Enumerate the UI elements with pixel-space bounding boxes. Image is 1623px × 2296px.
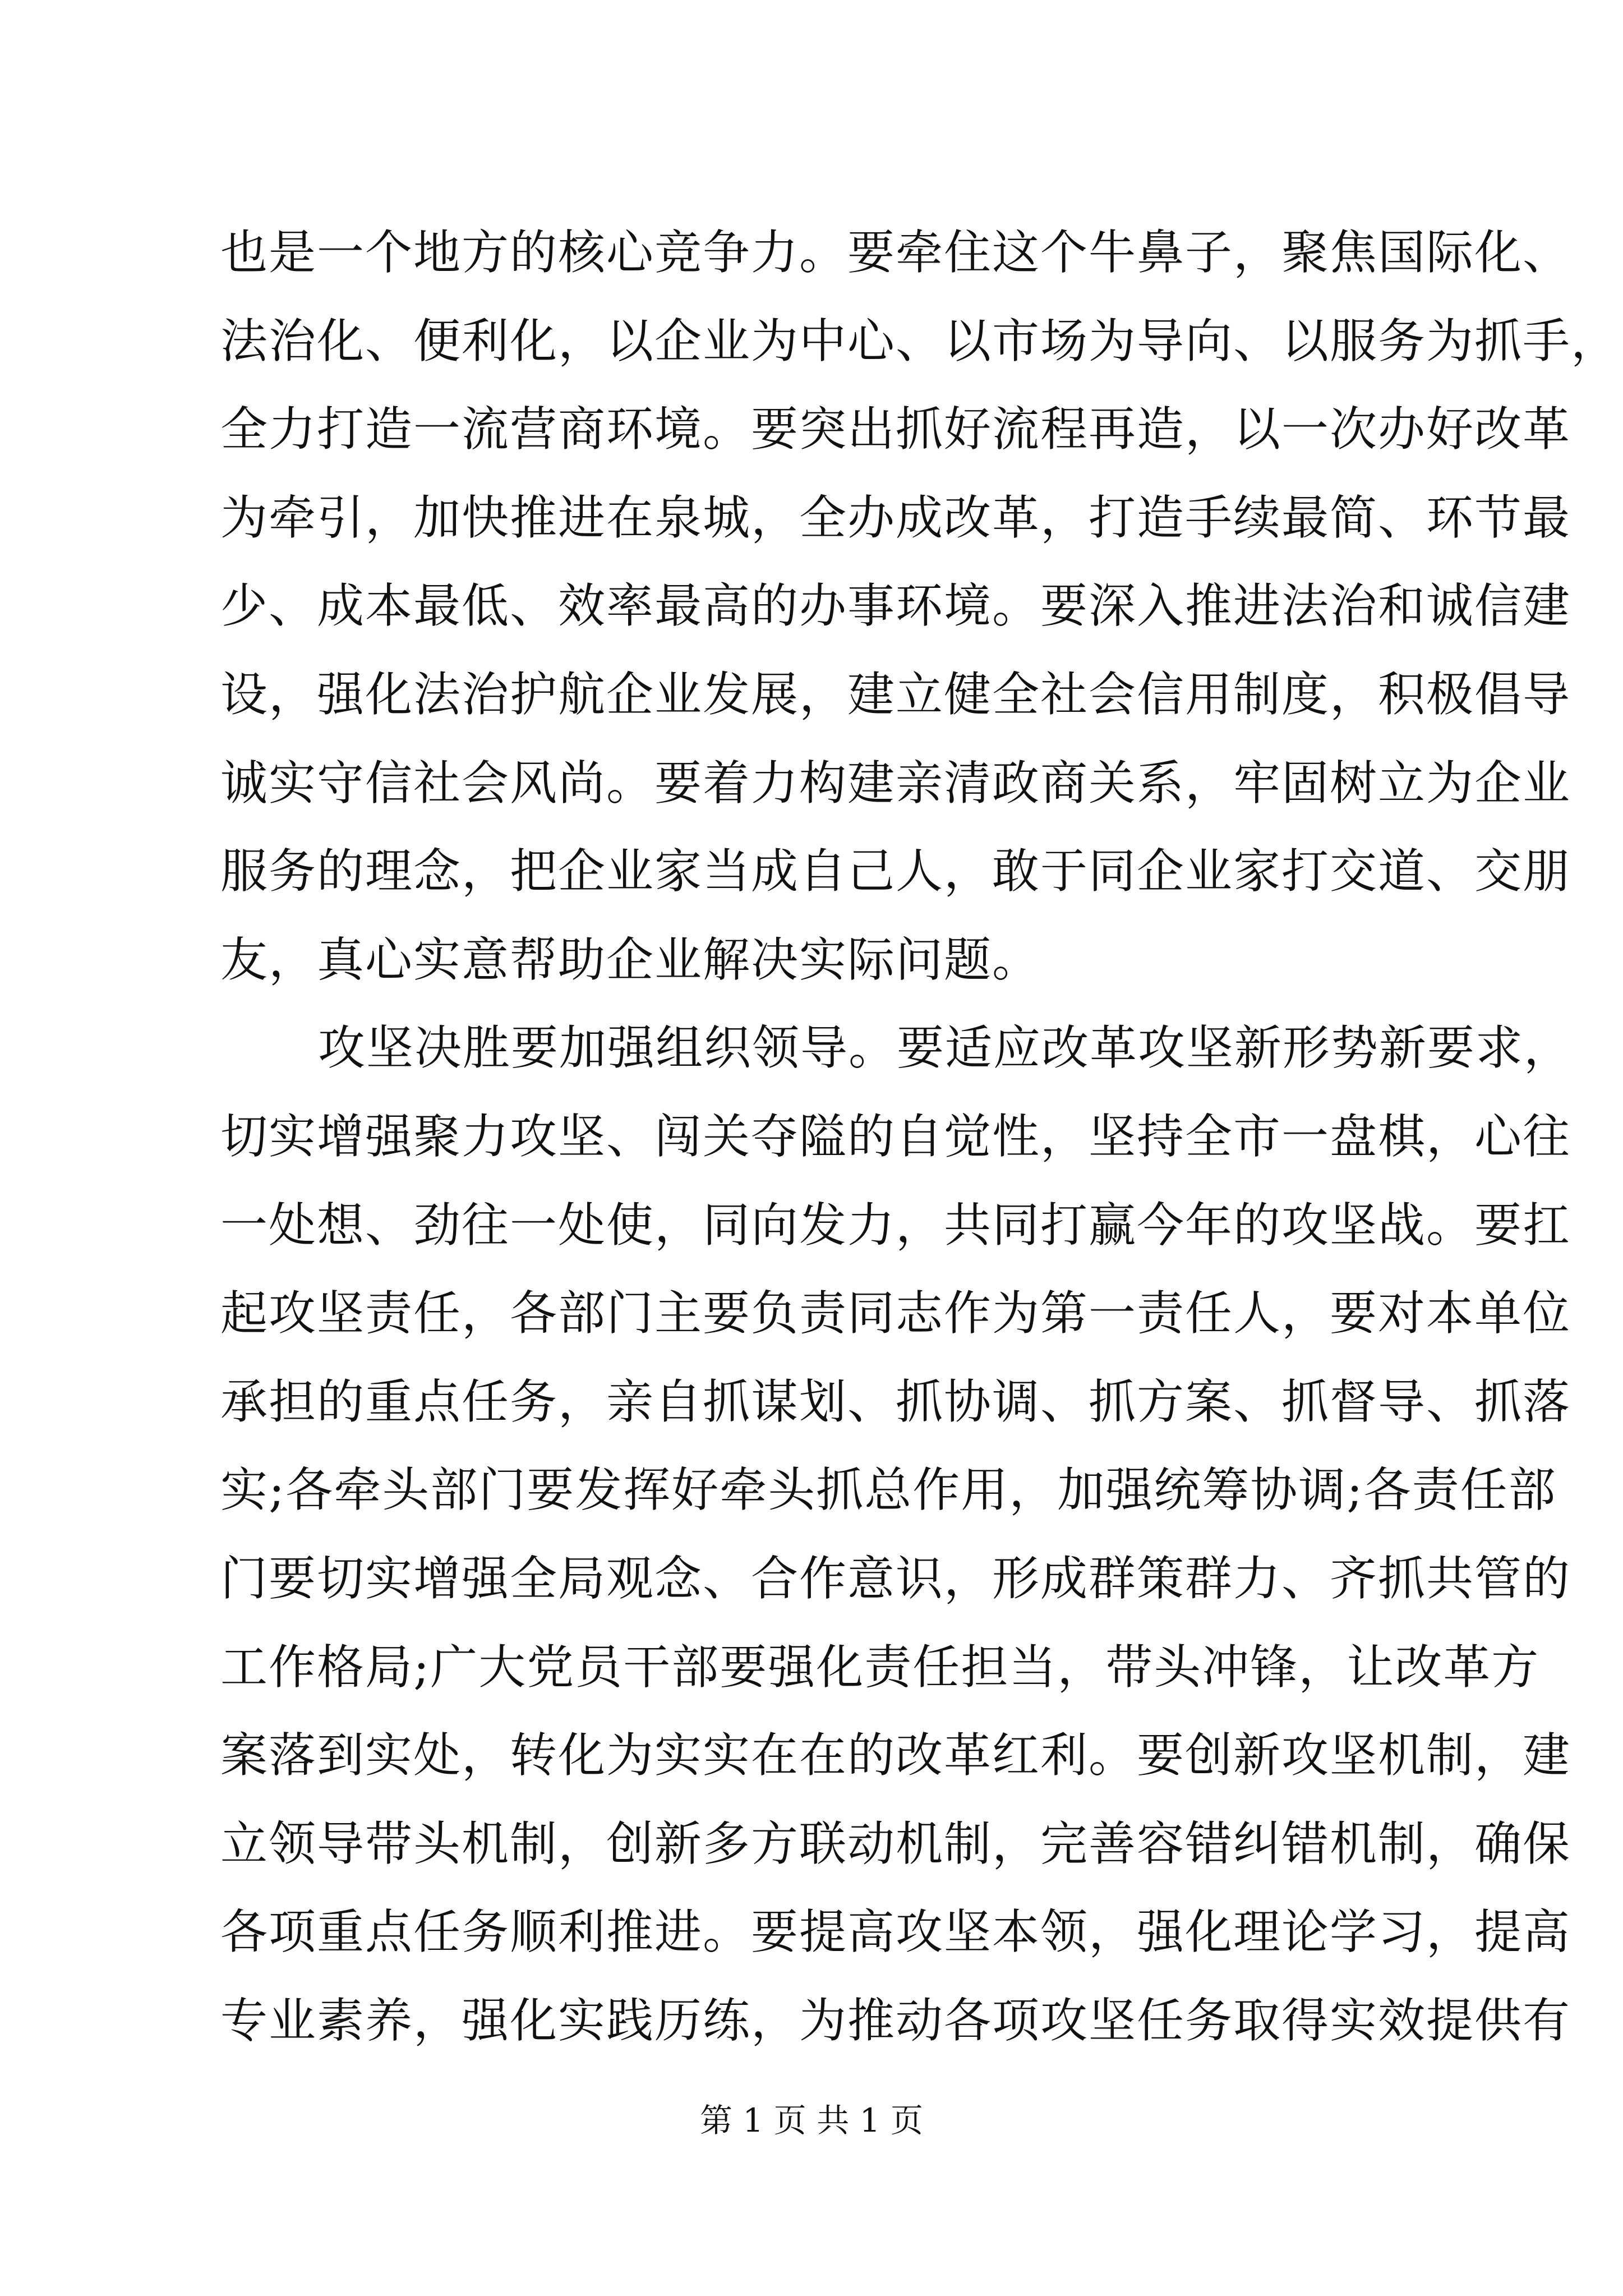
page-footer: [0, 2101, 1623, 2140]
text-line: 承担的重点任务，亲自抓谋划、抓协调、抓方案、抓督导、抓落: [220, 1374, 1571, 1429]
text-line: 少、成本最低、效率最高的办事环境。要深入推进法治和诚信建: [220, 578, 1571, 634]
text-line: 一处想、劲往一处使，同向发力，共同打赢今年的攻坚战。要扛: [220, 1197, 1571, 1253]
text-line: 切实增强聚力攻坚、闯关夺隘的自觉性，坚持全市一盘棋，心往: [220, 1108, 1571, 1164]
page-number-label: 第 1 页 共 1 页: [700, 2101, 923, 2139]
text-line: 案落到实处，转化为实实在在的改革红利。要创新攻坚机制，建: [220, 1728, 1571, 1783]
text-line: 为牵引，加快推进在泉城，全办成改革，打造手续最简、环节最: [220, 490, 1571, 545]
text-line: 立领导带头机制，创新多方联动机制，完善容错纠错机制，确保: [220, 1816, 1571, 1871]
text-line: 全力打造一流营商环境。要突出抓好流程再造，以一次办好改革: [220, 402, 1571, 457]
text-line: 实;各牵头部门要发挥好牵头抓总作用，加强统筹协调;各责任部: [220, 1462, 1557, 1518]
text-line: 工作格局;广大党员干部要强化责任担当，带头冲锋，让改革方: [220, 1639, 1540, 1695]
text-line: 专业素养，强化实践历练，为推动各项攻坚任务取得实效提供有: [220, 1993, 1571, 2048]
paragraph-first-line: 攻坚决胜要加强组织领导。要适应改革攻坚新形势新要求，: [318, 1020, 1573, 1076]
text-line: 服务的理念，把企业家当成自己人，敢于同企业家打交道、交朋: [220, 844, 1571, 899]
text-line: 设，强化法治护航企业发展，建立健全社会信用制度，积极倡导: [220, 666, 1571, 722]
text-line: 各项重点任务顺利推进。要提高攻坚本领，强化理论学习，提高: [220, 1904, 1571, 1960]
text-line: 也是一个地方的核心竞争力。要牵住这个牛鼻子，聚焦国际化、: [220, 225, 1571, 280]
body-text: [220, 209, 1620, 2065]
text-line: 诚实守信社会风尚。要着力构建亲清政商关系，牢固树立为企业: [220, 755, 1571, 811]
text-line: 友，真心实意帮助企业解决实际问题。: [220, 932, 1041, 987]
text-line: 起攻坚责任，各部门主要负责同志作为第一责任人，要对本单位: [220, 1286, 1571, 1341]
text-line: 法治化、便利化，以企业为中心、以市场为导向、以服务为抓手，: [220, 313, 1620, 369]
text-line: 门要切实增强全局观念、合作意识，形成群策群力、齐抓共管的: [220, 1550, 1571, 1606]
